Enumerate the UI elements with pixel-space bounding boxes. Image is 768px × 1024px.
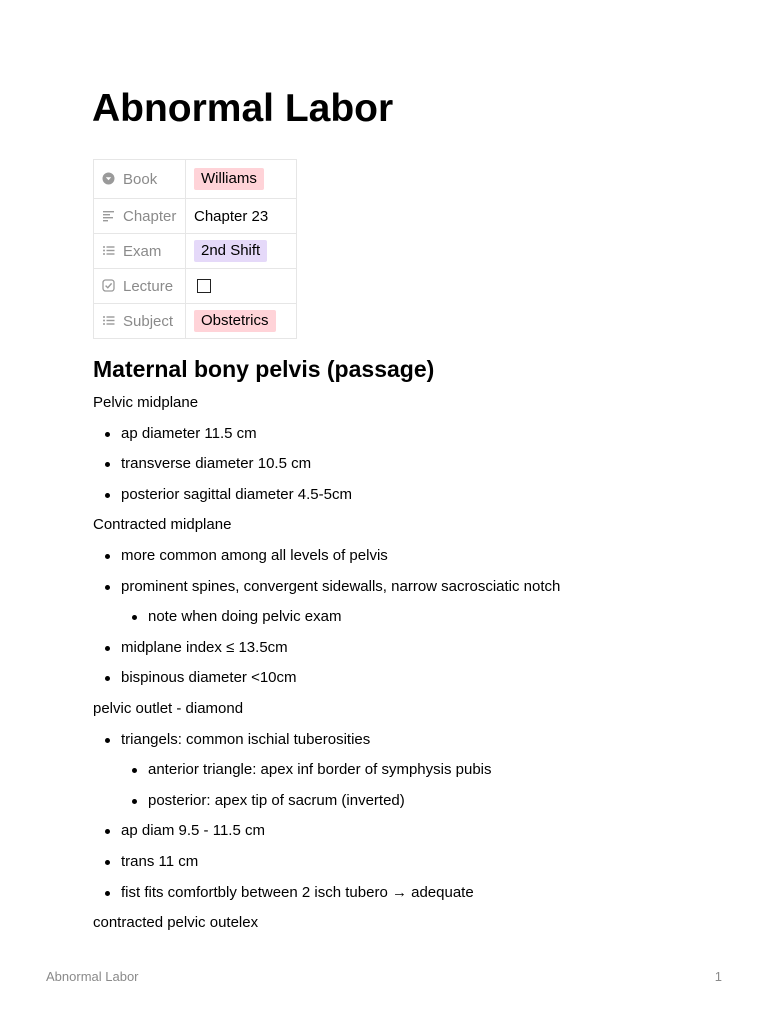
page-title: Abnormal Labor — [92, 87, 394, 130]
footer-title: Abnormal Labor — [46, 969, 139, 984]
list-item: fist fits comfortbly between 2 isch tubero → adequate — [93, 884, 713, 902]
paragraph: pelvic outlet - diamond — [93, 699, 244, 717]
text-icon — [102, 209, 115, 222]
list-item: prominent spines, convergent sidewalls, narrow sacrosciatic notch — [93, 578, 713, 596]
property-row-subject — [94, 304, 297, 339]
paragraph: Pelvic midplane — [93, 394, 199, 411]
paragraph: Contracted midplane — [93, 516, 232, 534]
list-item: transverse diameter 10.5 cm — [93, 455, 713, 473]
property-key-label: Chapter — [123, 207, 177, 225]
lecture-checkbox[interactable] — [197, 279, 211, 293]
property-value[interactable]: Chapter 23 — [186, 199, 297, 234]
list-item: trans 11 cm — [93, 853, 713, 871]
nested-list-item: anterior triangle: apex inf border of symphysis pubis — [93, 761, 713, 779]
paragraph: contracted pelvic outelex — [93, 914, 259, 932]
property-tag: Obstetrics — [194, 310, 276, 332]
property-key — [94, 199, 186, 234]
page-content — [93, 352, 713, 945]
bullet-list — [93, 731, 713, 902]
section-heading: Maternal bony pelvis (passage) — [93, 356, 435, 382]
multi-select-icon — [102, 314, 115, 327]
list-item: midplane index ≤ 13.5cm — [93, 639, 713, 657]
nested-list-item: note when doing pelvic exam — [93, 608, 713, 626]
property-key — [94, 269, 186, 304]
property-key — [94, 234, 186, 269]
property-tag: 2nd Shift — [194, 240, 267, 262]
list-item: ap diam 9.5 - 11.5 cm — [93, 822, 713, 840]
property-row-lecture — [94, 269, 297, 304]
bullet-list — [93, 547, 713, 687]
property-key-label: Book — [123, 170, 158, 188]
property-value[interactable] — [186, 234, 297, 269]
property-key — [94, 160, 186, 199]
property-row-chapter — [94, 199, 297, 234]
property-row-exam — [94, 234, 297, 269]
property-key-label: Lecture — [123, 277, 174, 295]
page-number: 1 — [714, 969, 722, 984]
multi-select-icon — [102, 244, 115, 257]
bullet-list — [93, 425, 713, 504]
property-row-book — [94, 160, 297, 199]
property-tag: Williams — [194, 168, 264, 190]
property-key — [94, 304, 186, 339]
list-item: more common among all levels of pelvis — [93, 547, 713, 565]
property-value[interactable] — [186, 304, 297, 339]
properties-table — [93, 159, 297, 339]
list-item: bispinous diameter <10cm — [93, 669, 713, 687]
nested-list-item: posterior: apex tip of sacrum (inverted) — [93, 792, 713, 810]
property-value — [186, 269, 297, 304]
property-key-label: Subject — [123, 312, 174, 330]
select-icon — [102, 172, 115, 185]
checkbox-icon — [102, 279, 115, 292]
property-value[interactable] — [186, 160, 297, 199]
list-item: ap diameter 11.5 cm — [93, 425, 713, 443]
property-key-label: Exam — [123, 242, 162, 260]
list-item: posterior sagittal diameter 4.5-5cm — [93, 486, 713, 504]
list-item: triangels: common ischial tuberosities — [93, 731, 713, 749]
